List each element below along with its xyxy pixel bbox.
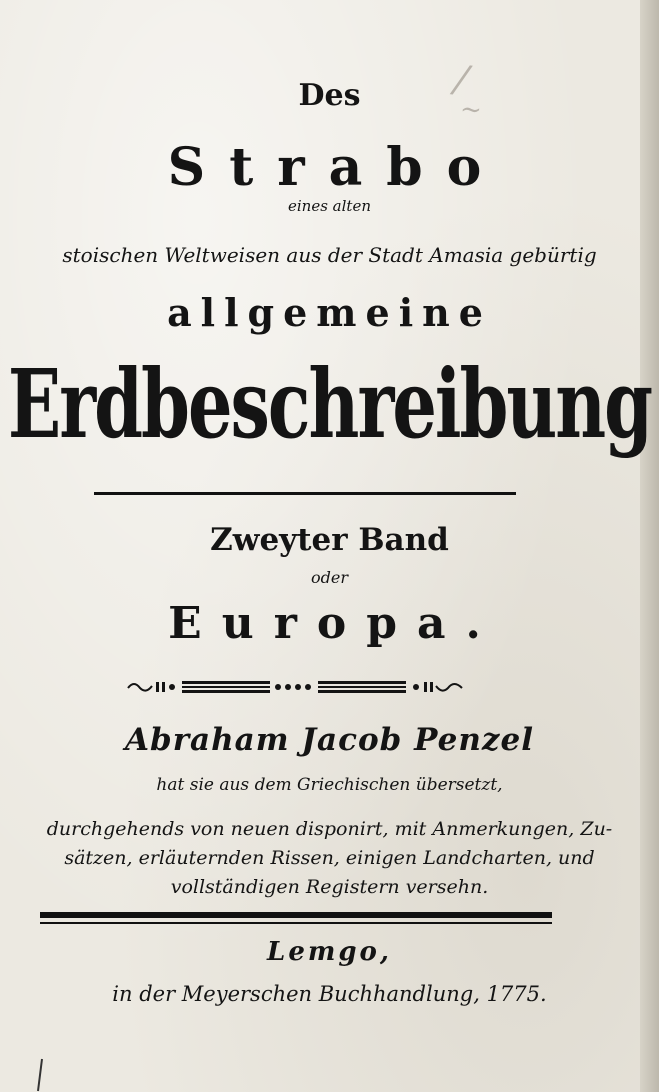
title-des: Des <box>298 78 361 113</box>
subtitle-eines-alten: eines alten <box>288 197 371 215</box>
divider-rule-thin <box>40 922 552 924</box>
divider-rule <box>94 492 516 495</box>
pencil-annotation-icon: / <box>452 56 471 102</box>
pencil-scribble-icon: ~ <box>458 94 483 126</box>
subtitle-stoischen: stoischen Weltweisen aus der Stadt Amasia gebürtig <box>62 243 597 267</box>
description-line: durchgehends von neuen disponirt, mit Anmerkungen, Zu- <box>46 818 613 840</box>
volume-label: Zweyter Band <box>210 522 449 558</box>
description-line: sätzen, erläuternden Rissen, einigen Landcharten, und <box>64 847 595 869</box>
translator-note: hat sie aus dem Griechischen übersetzt, <box>156 775 503 795</box>
description-line: vollständigen Registern versehn. <box>170 876 489 898</box>
volume-subject: Europa. <box>168 598 501 649</box>
title-strabo: Strabo <box>167 137 506 198</box>
volume-oder: oder <box>311 568 348 587</box>
description-block <box>0 815 659 902</box>
publisher-line: in der Meyerschen Buchhandlung, 1775. <box>112 982 547 1006</box>
pencil-stroke-icon <box>28 1055 52 1092</box>
divider-rule-thick <box>40 912 552 918</box>
publication-place: Lemgo, <box>267 937 392 967</box>
author-name: Abraham Jacob Penzel <box>125 722 534 758</box>
decorative-ornament-icon <box>126 676 464 696</box>
title-allgemeine: allgemeine <box>167 290 492 335</box>
title-erdbeschreibung: Erdbeschreibung <box>7 348 652 461</box>
